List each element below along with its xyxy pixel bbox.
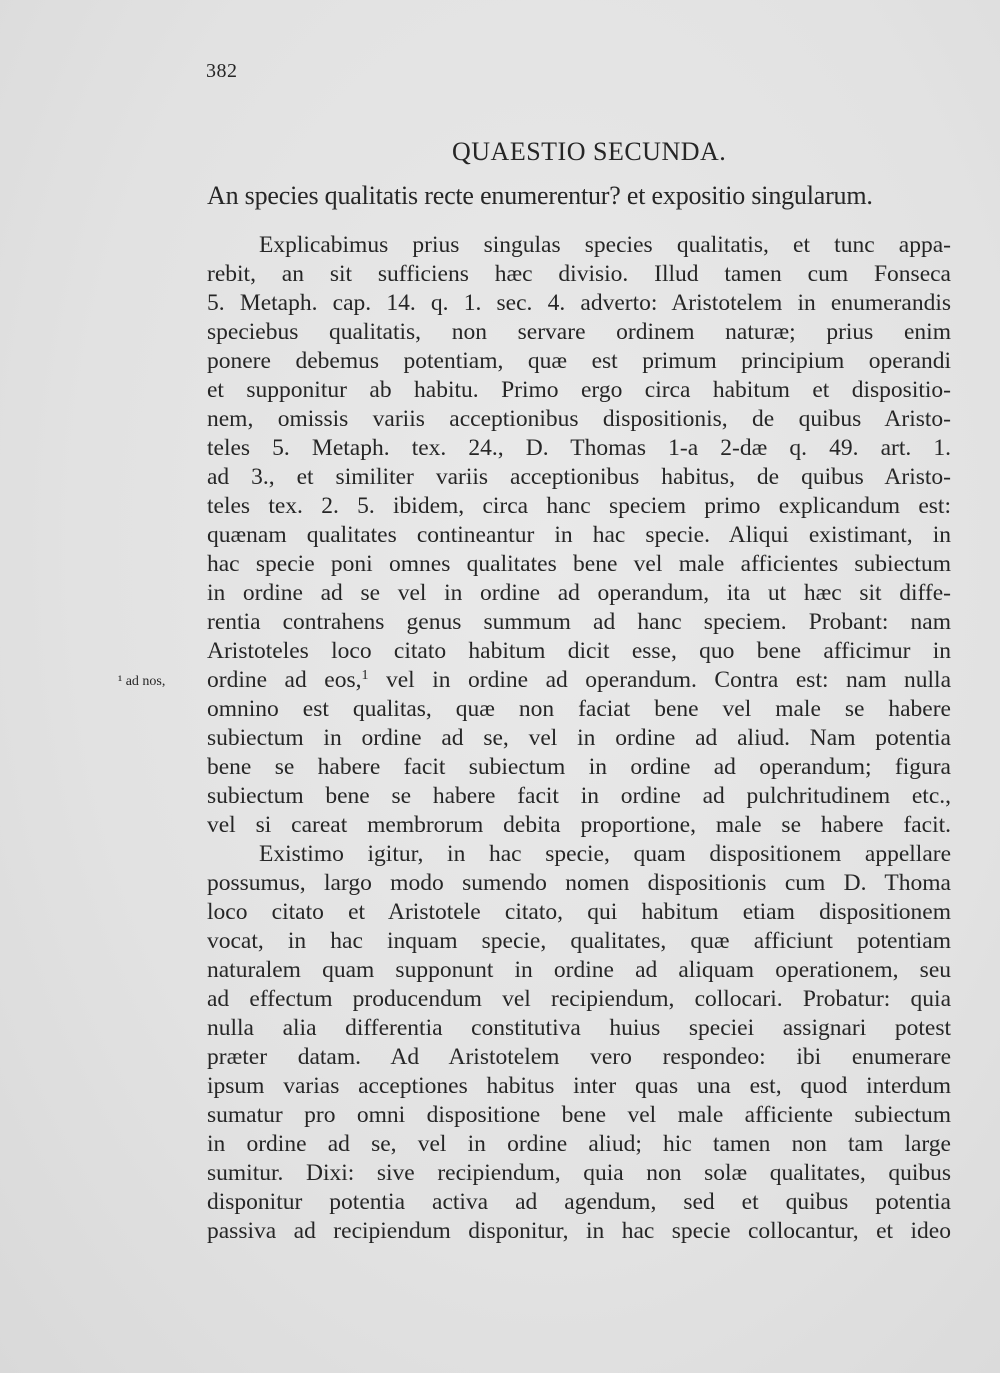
question-subtitle: An species qualitatis recte enumerentur? et expositio singularum. — [207, 181, 873, 210]
text-line: loco citato et Aristotele citato, qui habitum etiam dispositionem — [207, 899, 951, 925]
text-line: ordine ad eos,$^1$ vel in ordine ad operandum. Contra est: nam nulla — [207, 667, 951, 693]
text-line: subiectum in ordine ad se, vel in ordine ad aliud. Nam potentia — [207, 725, 951, 751]
footnote-marker: 1 — [361, 668, 369, 683]
text-line: omnino est qualitas, quæ non faciat bene vel male se habere — [207, 696, 951, 722]
text-line: possumus, largo modo sumendo nomen dispositionis cum D. Thoma — [207, 870, 951, 896]
body-text — [207, 231, 951, 1246]
text-line: naturalem quam supponunt in ordine ad aliquam operationem, seu — [207, 957, 951, 983]
text-line: bene se habere facit subiectum in ordine ad operandum; figura — [207, 754, 951, 780]
text-line: ad effectum producendum vel recipiendum, collocari. Probatur: quia — [207, 986, 951, 1012]
text-line: rentia contrahens genus summum ad hanc speciem. Probant: nam — [207, 609, 951, 635]
text-line: Aristoteles loco citato habitum dicit esse, quo bene afficimur in — [207, 638, 951, 664]
text-line: in ordine ad se, vel in ordine aliud; hic tamen non tam large — [207, 1131, 951, 1157]
text-line: subiectum bene se habere facit in ordine ad pulchritudinem etc., — [207, 783, 951, 809]
margin-footnote: ¹ ad nos, — [118, 674, 166, 689]
text-line: teles tex. 2. 5. ibidem, circa hanc speciem primo explicandum est: — [207, 493, 951, 519]
text-line: 5. Metaph. cap. 14. q. 1. sec. 4. adverto: Aristotelem in enumerandis — [207, 290, 951, 316]
text-line: teles 5. Metaph. tex. 24., D. Thomas 1-a 2-dæ q. 49. art. 1. — [207, 435, 951, 461]
text-line: sumatur pro omni dispositione bene vel male afficiente subiectum — [207, 1102, 951, 1128]
page-number: 382 — [206, 60, 238, 82]
question-title: QUAESTIO SECUNDA. — [452, 137, 727, 166]
text-line: ipsum varias acceptiones habitus inter quas una est, quod interdum — [207, 1073, 951, 1099]
text-line: Explicabimus prius singulas species qualitatis, et tunc appa- — [259, 232, 951, 258]
text-line: ad 3., et similiter variis acceptionibus habitus, de quibus Aristo- — [207, 464, 951, 490]
text-line: præter datam. Ad Aristotelem vero respondeo: ibi enumerare — [207, 1044, 951, 1070]
text-line: disponitur potentia activa ad agendum, sed et quibus potentia — [207, 1189, 951, 1215]
text-line: vocat, in hac inquam specie, qualitates, quæ afficiunt potentiam — [207, 928, 951, 954]
text-line: ponere debemus potentiam, quæ est primum principium operandi — [207, 348, 951, 374]
text-line: rebit, an sit sufficiens hæc divisio. Illud tamen cum Fonseca — [207, 261, 951, 287]
text-line: quænam qualitates contineantur in hac specie. Aliqui existimant, in — [207, 522, 951, 548]
text-line: vel si careat membrorum debita proportione, male se habere facit. — [207, 812, 951, 838]
text-line: in ordine ad se vel in ordine ad operandum, ita ut hæc sit diffe- — [207, 580, 951, 606]
text-line: hac specie poni omnes qualitates bene vel male afficientes subiectum — [207, 551, 951, 577]
text-line: passiva ad recipiendum disponitur, in hac specie collocantur, et ideo — [207, 1218, 951, 1244]
text-line: nem, omissis variis acceptionibus dispositionis, de quibus Aristo- — [207, 406, 951, 432]
text-line: sumitur. Dixi: sive recipiendum, quia non solæ qualitates, quibus — [207, 1160, 951, 1186]
text-line: nulla alia differentia constitutiva huius speciei assignari potest — [207, 1015, 951, 1041]
text-line: speciebus qualitatis, non servare ordinem naturæ; prius enim — [207, 319, 951, 345]
text-line: et supponitur ab habitu. Primo ergo circa habitum et dispositio- — [207, 377, 951, 403]
text-line: Existimo igitur, in hac specie, quam dispositionem appellare — [259, 841, 951, 867]
